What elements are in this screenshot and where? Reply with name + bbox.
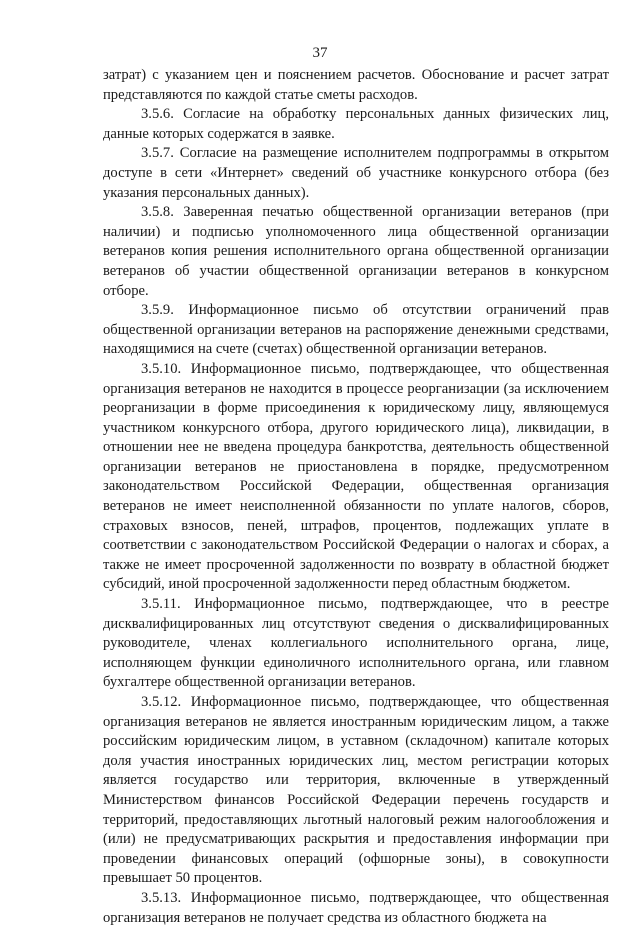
paragraph-3-5-7: 3.5.7. Согласие на размещение исполнителем подпрограммы в открытом доступе в сети «Интернет» сведений об участнике конкурсного отбора (без указания персональных данных).	[103, 145, 609, 201]
paragraph-3-5-8: 3.5.8. Заверенная печатью общественной организации ветеранов (при наличии) и подписью уполномоченного лица общественной организации ветеранов копия решения исполнительного органа общественной организации ветеранов об участии общественной организации ветеранов в конкурсном отборе.	[103, 204, 609, 299]
paragraph-continuation: затрат) с указанием цен и пояснением расчетов. Обоснование и расчет затрат представляются по каждой статье сметы расходов.	[103, 67, 609, 103]
paragraph-3-5-13: 3.5.13. Информационное письмо, подтверждающее, что общественная организация ветеранов не получает средства из областного бюджета на	[103, 889, 609, 926]
document-body	[103, 66, 609, 928]
page-number: 37	[312, 45, 328, 61]
paragraph-3-5-6: 3.5.6. Согласие на обработку персональных данных физических лиц, данные которых содержатся в заявке.	[103, 106, 609, 142]
paragraph-3-5-11: 3.5.11. Информационное письмо, подтверждающее, что в реестре дисквалифицированных лиц отсутствуют сведения о дисквалифицированных руководителе, членах коллегиального исполнительного органа, лице, исполняющем функции единоличного исполнительного органа, или главном бухгалтере общественной организации ветеранов.	[103, 596, 609, 691]
paragraph-3-5-9: 3.5.9. Информационное письмо об отсутствии ограничений прав общественной организации ветеранов на распоряжение денежными средствами, находящимися на счете (счетах) общественной организации ветеранов.	[103, 302, 609, 358]
paragraph-3-5-10: 3.5.10. Информационное письмо, подтверждающее, что общественная организация ветеранов не находится в процессе реорганизации (за исключением реорганизации в форме присоединения к юридическому лицу, являющемуся участником конкурсного отбора, другого юридического лица), ликвидации, в отношении нее не введена процедура банкротства, деятельность общественной организации ветеранов не приостановлена в порядке, предусмотренном законодательством Российской Федерации, общественная организация ветеранов не имеет неисполненной обязанности по уплате налогов, сборов, страховых взносов, пеней, штрафов, процентов, подлежащих уплате в соответствии с законодательством Российской Федерации о налогах и сборах, а также не имеет просроченной задолженности по возврату в областной бюджет субсидий, иной просроченной задолженности перед областным бюджетом.	[103, 360, 609, 593]
paragraph-3-5-12: 3.5.12. Информационное письмо, подтверждающее, что общественная организация ветеранов не является иностранным юридическим лицом, а также российским юридическим лицом, в уставном (складочном) капитале которых доля участия иностранных юридических лиц, местом регистрации которых является государство или территория, включенные в утвержденный Министерством финансов Российской Федерации перечень государств и территорий, предоставляющих льготный налоговый режим налогообложения и (или) не предусматривающих раскрытия и предоставления информации при проведении финансовых операций (офшорные зоны), в совокупности превышает 50 процентов.	[103, 694, 609, 887]
